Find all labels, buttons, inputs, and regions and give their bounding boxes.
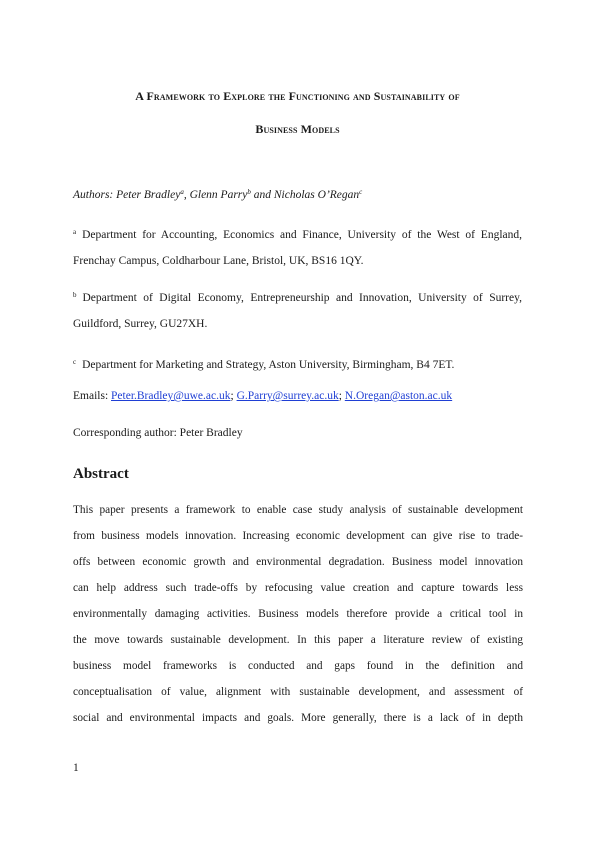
email-link-oregan[interactable]: N.Oregan@aston.ac.uk <box>344 390 453 402</box>
abstract-line: social and environmental impacts and goals. More generally, there is a lack of in depth <box>73 712 523 724</box>
emails-separator: ; <box>230 390 237 402</box>
author-affiliation-marker-3: c <box>359 188 363 196</box>
abstract-line: offs between economic growth and environmental degradation. Business model innovation <box>73 556 523 568</box>
abstract-body <box>73 497 523 731</box>
page-number: 1 <box>73 762 79 774</box>
abstract-line: business model frameworks is conducted and gaps found in the definition and <box>73 660 523 672</box>
abstract-line: from business models innovation. Increasing economic development can give rise to trade- <box>73 530 523 542</box>
author-affiliation-marker-1: a <box>180 188 184 196</box>
abstract-line: conceptualisation of value, alignment with sustainable development, and assessment of <box>73 686 523 698</box>
affiliation-text: Department of Digital Economy, Entrepreneurship and Innovation, University of Surrey, Guildford, Surrey, GU27XH. <box>73 292 522 330</box>
emails-separator: ; <box>338 390 345 402</box>
affiliation-text: Department for Accounting, Economics and Finance, University of the West of England, Frenchay Campus, Coldharbour Lane, Bristol, UK, BS16 1QY. <box>73 229 522 267</box>
abstract-line: the move towards sustainable development. In this paper a literature review of existing <box>73 634 523 646</box>
authors-prefix: Authors: <box>73 189 117 201</box>
affiliation-c: $^c$ Department for Marketing and Strategy, Aston University, Birmingham, B4 7ET. <box>73 358 455 371</box>
paper-title-line-1: A Framework to Explore the Functioning and Sustainability of <box>135 89 460 103</box>
email-link-bradley[interactable]: Peter.Bradley@uwe.ac.uk <box>111 390 231 402</box>
corresponding-author: Corresponding author: Peter Bradley <box>73 427 243 439</box>
author-name-3: Nicholas O’Regan <box>273 189 360 201</box>
emails-line <box>73 390 452 402</box>
paper-title-line-2: Business Models <box>255 122 340 136</box>
affiliation-b: $^b$ Department of Digital Economy, Entrepreneurship and Innovation, University of Surrey, Guildford, Surrey, GU27XH. <box>73 291 522 330</box>
authors-separator-1: , <box>183 189 190 201</box>
abstract-line: can help address such trade-offs by refocusing value creation and capture towards less <box>73 582 523 594</box>
author-name-2: Glenn Parry <box>189 189 248 201</box>
author-affiliation-marker-2: b <box>247 188 251 196</box>
authors-line <box>73 189 362 201</box>
author-name-1: Peter Bradley <box>116 189 181 201</box>
emails-label: Emails: <box>73 390 112 402</box>
abstract-line: environmentally damaging activities. Business models therefore provide a critical tool in <box>73 608 523 620</box>
affiliation-a: $^a$ Department for Accounting, Economics and Finance, University of the West of England, Frenchay Campus, Coldharbour Lane, Bristol, UK, BS16 1QY. <box>73 228 522 267</box>
authors-separator-2: and <box>250 189 274 201</box>
abstract-heading: Abstract <box>73 466 129 482</box>
affiliation-text: Department for Marketing and Strategy, Aston University, Birmingham, B4 7ET. <box>82 359 455 371</box>
email-link-parry[interactable]: G.Parry@surrey.ac.uk <box>236 390 339 402</box>
abstract-line: This paper presents a framework to enable case study analysis of sustainable development <box>73 504 523 516</box>
